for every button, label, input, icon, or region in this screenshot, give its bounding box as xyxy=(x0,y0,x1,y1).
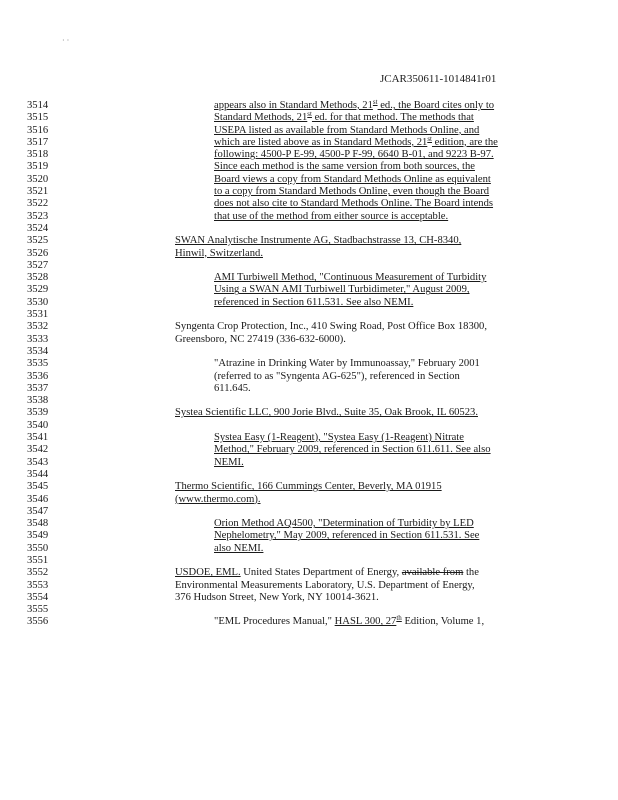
line-row xyxy=(0,174,618,186)
line-row xyxy=(0,125,618,137)
line-row xyxy=(0,518,618,530)
line-number: 3523 xyxy=(27,210,49,222)
superscript: st xyxy=(427,134,432,143)
text-segment: (referred to as "Syngenta AG-625"), referenced in Section xyxy=(214,370,460,382)
line-number: 3534 xyxy=(27,345,49,357)
text-segment: referenced in Section 611.531. See also NEMI. xyxy=(214,296,414,308)
line-text xyxy=(214,284,470,296)
line-text xyxy=(214,149,494,161)
line-number: 3555 xyxy=(27,604,49,616)
text-segment: does not also cite to Standard Methods Online. The Board intends xyxy=(214,198,494,210)
line-row xyxy=(0,580,618,592)
text-segment: to a copy from Standard Methods Online, even though the Board xyxy=(214,186,490,198)
line-row xyxy=(0,284,618,296)
line-text xyxy=(214,100,494,112)
line-row xyxy=(0,321,618,333)
text-segment: also NEMI. xyxy=(214,542,264,554)
line-number: 3527 xyxy=(27,259,49,271)
text-segment: Hinwil, Switzerland. xyxy=(175,247,263,259)
line-number: 3541 xyxy=(27,432,49,444)
line-text xyxy=(214,530,479,542)
line-row xyxy=(0,358,618,370)
line-number: 3520 xyxy=(27,173,49,185)
line-text xyxy=(214,186,489,198)
text-segment: Standard Methods, 21 xyxy=(214,112,308,124)
text-segment: Systea Scientific LLC, 900 Jorie Blvd., Suite 35, Oak Brook, IL 60523. xyxy=(175,407,478,419)
text-segment: that use of the method from either source is acceptable. xyxy=(214,210,449,222)
line-text xyxy=(175,248,263,260)
text-segment: "EML Procedures Manual," xyxy=(214,616,335,628)
line-number: 3547 xyxy=(27,505,49,517)
line-number: 3519 xyxy=(27,161,49,173)
line-row xyxy=(0,506,618,518)
line-number: 3546 xyxy=(27,493,49,505)
line-number: 3535 xyxy=(27,358,49,370)
superscript: st xyxy=(372,98,378,106)
line-row xyxy=(0,297,618,309)
line-number: 3526 xyxy=(27,247,49,259)
line-row xyxy=(0,248,618,260)
line-row xyxy=(0,395,618,407)
line-number: 3525 xyxy=(27,235,49,247)
line-text xyxy=(214,432,464,444)
line-number: 3545 xyxy=(27,481,49,493)
superscript: th xyxy=(396,614,402,623)
text-segment: Systea Easy (1-Reagent), "Systea Easy (1-Reagent) Nitrate xyxy=(214,432,464,444)
line-number: 3544 xyxy=(27,468,49,480)
line-number: 3543 xyxy=(27,456,49,468)
line-number: 3554 xyxy=(27,591,49,603)
line-number: 3529 xyxy=(27,284,49,296)
line-text xyxy=(214,297,413,309)
text-segment: Method," February 2009, referenced in Section 611.611. See also xyxy=(214,444,491,456)
line-row xyxy=(0,530,618,542)
superscript: st xyxy=(307,110,312,119)
line-row xyxy=(0,457,618,469)
text-segment: 376 Hudson Street, New York, NY 10014-3621. xyxy=(175,591,379,603)
text-segment: USEPA listed as available from Standard Methods Online, and xyxy=(214,124,480,136)
line-text xyxy=(214,134,498,149)
line-text xyxy=(214,198,493,210)
line-text xyxy=(214,161,475,173)
line-row xyxy=(0,198,618,210)
line-text xyxy=(214,457,244,469)
line-number: 3552 xyxy=(27,567,49,579)
line-row xyxy=(0,112,618,124)
text-segment: Orion Method AQ4500, "Determination of Turbidity by LED xyxy=(214,518,474,530)
text-segment: appears also in Standard Methods, 21 xyxy=(214,100,373,111)
text-segment: Since each method is the same version from both sources, the xyxy=(214,161,475,173)
text-segment: AMI Turbiwell Method, "Continuous Measurement of Turbidity xyxy=(214,272,487,284)
text-segment: ed. for that method. The methods that xyxy=(311,112,474,124)
line-row xyxy=(0,616,618,628)
line-number: 3542 xyxy=(27,444,49,456)
line-number: 3514 xyxy=(27,100,49,111)
text-segment: Nephelometry," May 2009, referenced in Section 611.531. See xyxy=(214,530,480,542)
text-segment: edition, are the xyxy=(431,136,498,148)
text-segment: Thermo Scientific, 166 Cummings Center, Beverly, MA 01915 xyxy=(175,481,442,493)
line-number: 3538 xyxy=(27,395,49,407)
line-number: 3517 xyxy=(27,136,49,148)
line-number: 3528 xyxy=(27,272,49,284)
line-number: 3548 xyxy=(27,518,49,530)
line-text xyxy=(175,334,346,346)
line-row xyxy=(0,134,618,149)
line-row xyxy=(0,469,618,481)
text-segment: Using a SWAN AMI Turbiwell Turbidimeter," August 2009, xyxy=(214,284,470,296)
line-text xyxy=(214,444,491,456)
line-number: 3524 xyxy=(27,222,49,234)
text-segment: following: 4500-P E-99, 4500-P F-99, 6640 B-01, and 9223 B-97. xyxy=(214,149,494,161)
line-text xyxy=(175,321,487,333)
line-number: 3539 xyxy=(27,407,49,419)
line-text xyxy=(175,592,379,604)
line-text xyxy=(214,174,491,186)
line-number: 3515 xyxy=(27,112,49,124)
line-row xyxy=(0,235,618,247)
text-segment: Edition, Volume 1, xyxy=(401,616,485,628)
line-row xyxy=(0,334,618,346)
text-segment: USDOE, EML. xyxy=(175,567,241,579)
line-number: 3549 xyxy=(27,530,49,542)
line-number: 3516 xyxy=(27,124,49,136)
line-text xyxy=(214,272,486,284)
line-row xyxy=(0,149,618,161)
line-text xyxy=(214,383,251,395)
line-text xyxy=(214,543,263,555)
line-row xyxy=(0,260,618,272)
line-row xyxy=(0,383,618,395)
line-row xyxy=(0,161,618,173)
line-number: 3533 xyxy=(27,333,49,345)
text-segment: Greensboro, NC 27419 (336-632-6000). xyxy=(175,333,346,345)
struck-text: available from xyxy=(401,567,464,579)
line-text xyxy=(175,481,442,493)
document-body xyxy=(0,100,618,629)
line-row xyxy=(0,481,618,493)
line-row xyxy=(0,186,618,198)
line-row xyxy=(0,543,618,555)
text-segment: Environmental Measurements Laboratory, U.S. Department of Energy, xyxy=(175,579,475,591)
line-row xyxy=(0,211,618,223)
line-row xyxy=(0,420,618,432)
line-number: 3530 xyxy=(27,296,49,308)
line-row xyxy=(0,592,618,604)
line-row xyxy=(0,272,618,284)
line-number: 3536 xyxy=(27,370,49,382)
line-text xyxy=(175,407,478,419)
line-text xyxy=(214,616,484,628)
line-row xyxy=(0,346,618,358)
text-segment: SWAN Analytische Instrumente AG, Stadbachstrasse 13, CH-8340, xyxy=(175,235,462,247)
line-text xyxy=(214,125,479,137)
line-row xyxy=(0,444,618,456)
line-row xyxy=(0,223,618,235)
text-segment: (www.thermo.com). xyxy=(175,493,261,505)
text-segment: 611.645. xyxy=(214,382,251,394)
line-text xyxy=(175,235,461,247)
text-segment: Syngenta Crop Protection, Inc., 410 Swing Road, Post Office Box 18300, xyxy=(175,321,488,333)
line-row xyxy=(0,309,618,321)
document-id-header: JCAR350611-1014841r01 xyxy=(380,73,497,85)
line-number: 3537 xyxy=(27,382,49,394)
line-number: 3553 xyxy=(27,579,49,591)
line-row xyxy=(0,371,618,383)
line-row xyxy=(0,555,618,567)
line-number: 3540 xyxy=(27,419,49,431)
line-row xyxy=(0,494,618,506)
line-number: 3518 xyxy=(27,149,49,161)
line-number: 3521 xyxy=(27,186,49,198)
text-segment: United States Department of Energy, xyxy=(240,567,402,579)
text-segment: Board views a copy from Standard Methods Online as equivalent xyxy=(214,173,491,185)
corner-mark: · · xyxy=(62,36,70,45)
line-number: 3531 xyxy=(27,309,49,321)
text-segment: "Atrazine in Drinking Water by Immunoassay," February 2001 xyxy=(214,358,480,370)
line-text xyxy=(214,112,474,124)
line-number: 3522 xyxy=(27,198,49,210)
line-text xyxy=(175,580,475,592)
line-number: 3532 xyxy=(27,321,49,333)
line-number: 3556 xyxy=(27,616,49,628)
text-segment: the xyxy=(463,567,479,579)
line-number: 3551 xyxy=(27,554,49,566)
line-row xyxy=(0,567,618,579)
text-segment: ed., the Board cites only to xyxy=(377,100,495,111)
line-text xyxy=(214,358,480,370)
line-text xyxy=(214,371,460,383)
line-number: 3550 xyxy=(27,542,49,554)
line-text xyxy=(175,494,261,506)
line-text xyxy=(214,518,474,530)
line-text xyxy=(214,211,448,223)
line-row xyxy=(0,407,618,419)
text-segment: which are listed above as in Standard Methods, 21 xyxy=(214,136,428,148)
line-row xyxy=(0,604,618,616)
text-segment: NEMI. xyxy=(214,456,244,468)
text-segment: HASL 300, 27 xyxy=(334,616,397,628)
line-text xyxy=(175,567,479,579)
line-row xyxy=(0,432,618,444)
